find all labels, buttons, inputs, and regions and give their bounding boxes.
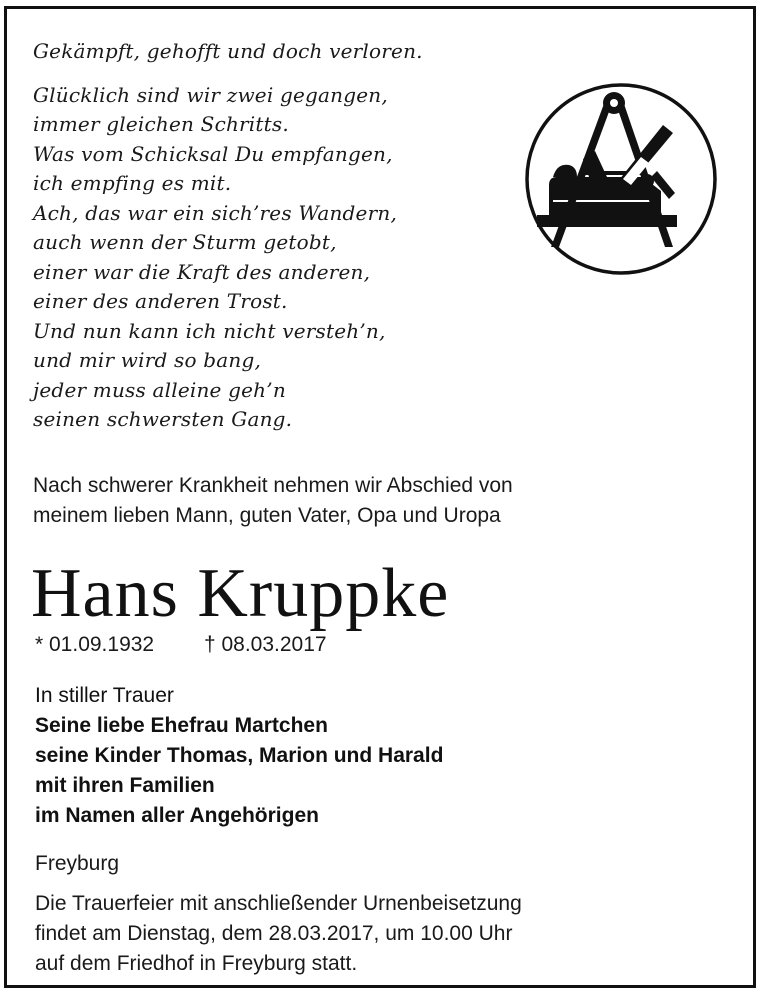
birth-date: * 01.09.1932 bbox=[35, 633, 155, 656]
intro-line: Nach schwerer Krankheit nehmen wir Abschied von bbox=[33, 474, 513, 497]
life-dates bbox=[35, 631, 327, 659]
service-line: auf dem Friedhof in Freyburg statt. bbox=[35, 952, 358, 975]
poem-line: immer gleichen Schritts. bbox=[33, 112, 289, 136]
mourner-line: mit ihren Familien bbox=[35, 774, 215, 797]
poem-line: einer des anderen Trost. bbox=[33, 289, 288, 313]
death-date: † 08.03.2017 bbox=[203, 633, 327, 656]
intro-line: meinem lieben Mann, guten Vater, Opa und Uropa bbox=[33, 504, 501, 527]
poem-line: Und nun kann ich nicht versteh’n, bbox=[33, 318, 386, 343]
poem-line: seinen schwersten Gang. bbox=[33, 407, 293, 431]
mourner-line: im Namen aller Angehörigen bbox=[35, 804, 319, 827]
compass-and-plane-emblem-icon bbox=[523, 81, 719, 277]
poem-line: einer war die Kraft des anderen, bbox=[33, 259, 371, 284]
poem-line: Ach, das war ein sich’res Wandern, bbox=[33, 200, 397, 225]
mourners-block bbox=[35, 681, 443, 831]
mourners-heading: In stiller Trauer bbox=[35, 684, 174, 707]
poem-motto: Gekämpft, gehofft und doch verloren. bbox=[33, 39, 423, 63]
poem-line: Glücklich sind wir zwei gegangen, bbox=[33, 82, 388, 107]
service-line: findet am Dienstag, dem 28.03.2017, um 10.00 Uhr bbox=[35, 922, 513, 945]
poem-line: und mir wird so bang, bbox=[33, 348, 262, 372]
funeral-service-info bbox=[35, 889, 522, 979]
obituary-frame bbox=[4, 6, 756, 988]
poem-line: Was vom Schicksal Du empfangen, bbox=[33, 141, 393, 166]
poem-line: ich empfing es mit. bbox=[33, 171, 232, 195]
poem-line: jeder muss alleine geh’n bbox=[33, 377, 286, 402]
deceased-name: Hans Kruppke bbox=[31, 555, 450, 632]
service-line: Die Trauerfeier mit anschließender Urnenbeisetzung bbox=[35, 892, 522, 915]
intro-text bbox=[33, 471, 513, 531]
mourner-line: seine Kinder Thomas, Marion und Harald bbox=[35, 744, 444, 767]
mourner-line: Seine liebe Ehefrau Martchen bbox=[35, 714, 328, 737]
poem-line: auch wenn der Sturm getobt, bbox=[33, 230, 337, 254]
place-name: Freyburg bbox=[35, 852, 120, 875]
poem bbox=[33, 37, 423, 435]
